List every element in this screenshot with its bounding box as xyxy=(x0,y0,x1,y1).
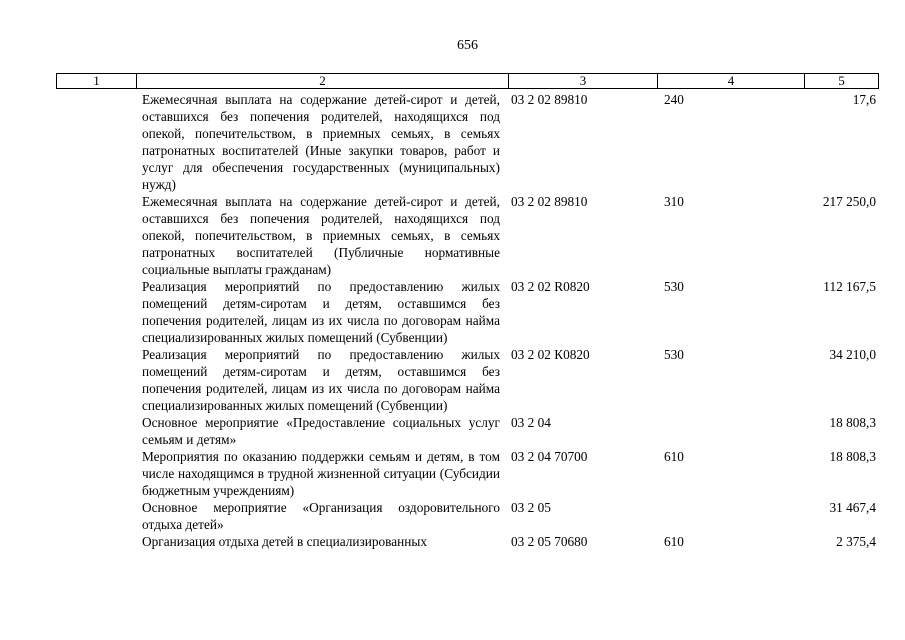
page-number: 656 xyxy=(457,38,478,53)
table-row xyxy=(0,193,905,278)
header-col-3: 3 xyxy=(509,74,658,88)
row-description: Ежемесячная выплата на содержание детей-сирот и детей, оставшихся без попечения родителей, находящихся под опекой, попечительством, в приемных семьях, в семьях патронатных воспитателей (Иные закупки товаров, работ и услуг для обеспечения государственных (муниципальных) нужд) xyxy=(142,92,500,192)
header-col-5: 5 xyxy=(838,73,845,88)
row-type: 610 xyxy=(664,449,684,464)
row-code: 03 2 04 xyxy=(511,415,551,430)
header-col-2: 2 xyxy=(137,74,509,88)
table-row xyxy=(0,448,905,499)
row-description: Основное мероприятие «Предоставление социальных услуг семьям и детям» xyxy=(142,415,500,447)
row-code: 03 2 02 89810 xyxy=(511,92,588,107)
row-amount: 34 210,0 xyxy=(829,347,876,362)
table-row xyxy=(0,499,905,533)
row-amount: 217 250,0 xyxy=(822,194,876,209)
header-col-4: 4 xyxy=(658,74,805,88)
row-code: 03 2 02 89810 xyxy=(511,194,588,209)
row-description: Реализация мероприятий по предоставлению жилых помещений детям-сиротам и детям, оставшимся без попечения родителей, лицам из их числа по договорам найма специализированных жилых помещений (Субвенции) xyxy=(142,279,500,345)
row-amount: 31 467,4 xyxy=(829,500,876,515)
row-type: 610 xyxy=(664,534,684,549)
table-header xyxy=(56,73,879,89)
row-amount: 18 808,3 xyxy=(829,449,876,464)
row-amount: 17,6 xyxy=(852,92,876,107)
table-row xyxy=(0,278,905,346)
row-type: 530 xyxy=(664,347,684,362)
row-description: Организация отдыха детей в специализированных xyxy=(142,534,427,549)
row-type: 310 xyxy=(664,194,684,209)
row-code: 03 2 04 70700 xyxy=(511,449,588,464)
table-row xyxy=(0,346,905,414)
row-code: 03 2 02 К0820 xyxy=(511,347,590,362)
table-row xyxy=(0,414,905,448)
table-row xyxy=(0,91,905,193)
row-amount: 18 808,3 xyxy=(829,415,876,430)
row-type: 240 xyxy=(664,92,684,107)
table-row xyxy=(0,533,905,550)
row-code: 03 2 05 70680 xyxy=(511,534,588,549)
row-amount: 2 375,4 xyxy=(836,534,876,549)
row-description: Реализация мероприятий по предоставлению жилых помещений детям-сиротам и детям, оставшимся без попечения родителей, лицам из их числа по договорам найма специализированных жилых помещений (Субвенции) xyxy=(142,347,500,413)
row-code: 03 2 02 R0820 xyxy=(511,279,590,294)
row-description: Основное мероприятие «Организация оздоровительного отдыха детей» xyxy=(142,500,500,532)
row-code: 03 2 05 xyxy=(511,500,551,515)
row-description: Ежемесячная выплата на содержание детей-сирот и детей, оставшихся без попечения родителей, находящихся под опекой, попечительством, в приемных семьях, в семьях патронатных воспитателей (Публичные нормативные социальные выплаты гражданам) xyxy=(142,194,500,277)
row-description: Мероприятия по оказанию поддержки семьям и детям, в том числе находящимся в трудной жизненной ситуации (Субсидии бюджетным учреждениям) xyxy=(142,449,500,498)
table-body xyxy=(0,91,905,550)
row-type: 530 xyxy=(664,279,684,294)
row-amount: 112 167,5 xyxy=(823,279,876,294)
header-col-1: 1 xyxy=(57,74,137,88)
